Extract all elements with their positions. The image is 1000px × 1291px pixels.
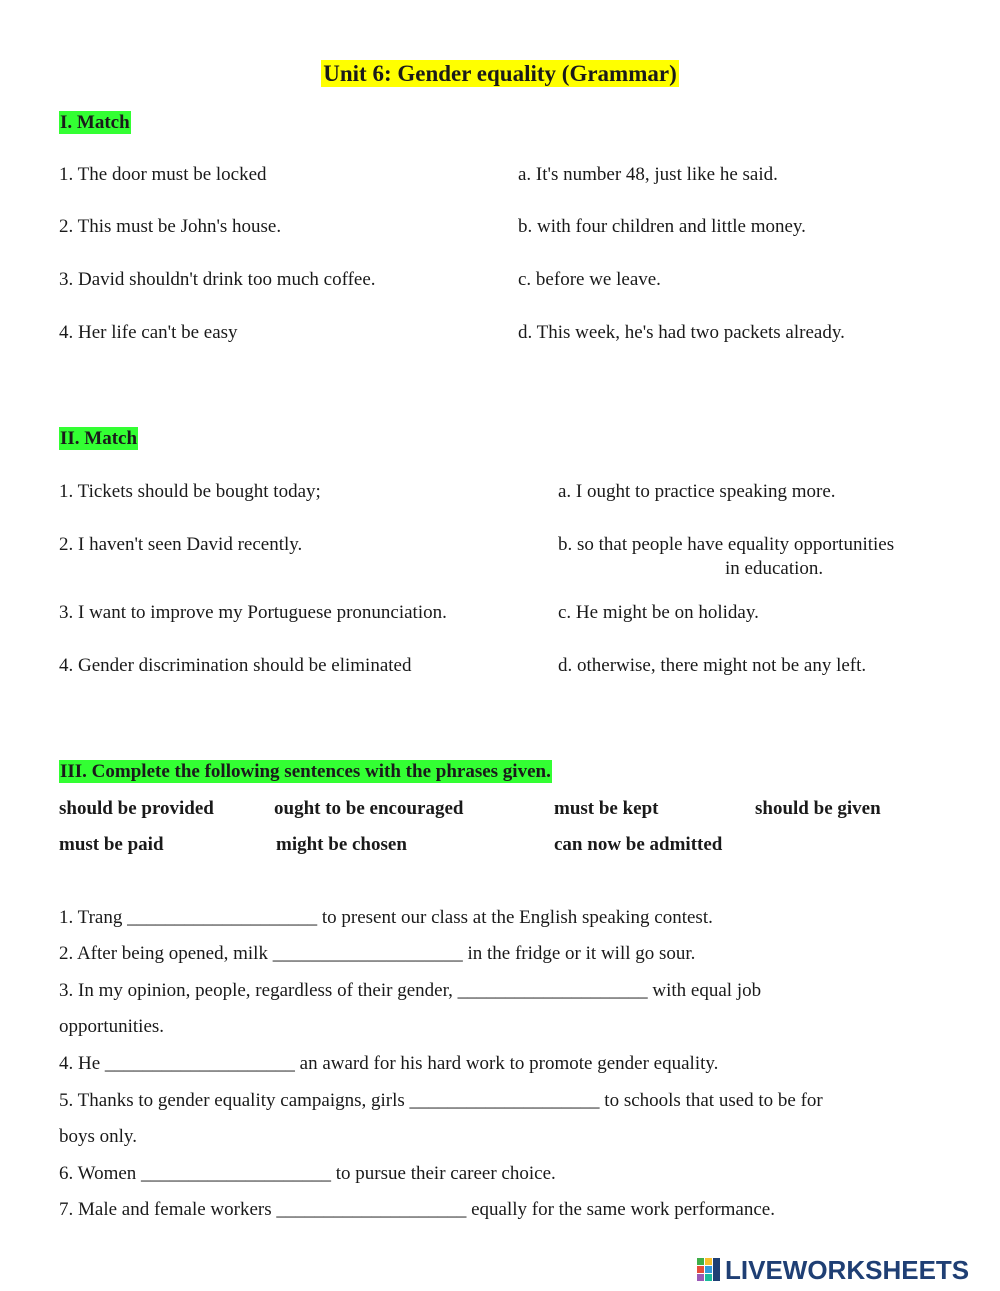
- section-1-heading-text: I. Match: [60, 112, 130, 133]
- exercise-sentence: 4. He ____________________ an award for his hard work to promote gender equality.: [59, 1053, 719, 1074]
- section-1-right-item: c. before we leave.: [518, 269, 661, 290]
- section-1-right-item: d. This week, he's had two packets already.: [518, 322, 845, 343]
- section-2-left-item: 1. Tickets should be bought today;: [59, 481, 321, 502]
- section-2-right-item: d. otherwise, there might not be any left.: [558, 655, 867, 676]
- section-1-right-item: b. with four children and little money.: [518, 216, 806, 237]
- exercise-sentence: 1. Trang ____________________ to present our class at the English speaking contest.: [59, 907, 713, 928]
- liveworksheets-logo-icon: [697, 1258, 721, 1282]
- section-2-right-item: c. He might be on holiday.: [558, 602, 759, 623]
- section-1-left-item: 2. This must be John's house.: [59, 216, 282, 237]
- phrase-option: must be paid: [59, 834, 164, 855]
- section-2-left-item: 2. I haven't seen David recently.: [59, 534, 303, 555]
- exercise-sentence: 3. In my opinion, people, regardless of their gender, ____________________ with equal job: [59, 980, 762, 1001]
- section-2-right-item: a. I ought to practice speaking more.: [558, 481, 836, 502]
- liveworksheets-logo-text: LIVEWORKSHEETS: [725, 1254, 970, 1285]
- section-2-left-item: 4. Gender discrimination should be eliminated: [59, 655, 412, 676]
- section-2-right-item-continuation: in education.: [725, 558, 824, 579]
- section-2-left-item: 3. I want to improve my Portuguese pronunciation.: [59, 602, 447, 623]
- liveworksheets-logo[interactable]: [697, 1254, 993, 1286]
- phrase-option: must be kept: [554, 798, 659, 819]
- exercise-sentence: 6. Women ____________________ to pursue their career choice.: [59, 1163, 556, 1184]
- section-2-right-item: b. so that people have equality opportunities: [558, 534, 895, 555]
- phrase-option: might be chosen: [276, 834, 407, 855]
- exercise-sentence: 2. After being opened, milk ____________________ in the fridge or it will go sour.: [59, 943, 696, 964]
- section-1-right-item: a. It's number 48, just like he said.: [518, 164, 778, 185]
- phrase-option: should be provided: [59, 798, 214, 819]
- section-1-left-item: 1. The door must be locked: [59, 164, 267, 185]
- page-title: [0, 60, 1000, 88]
- phrase-option: should be given: [755, 798, 881, 819]
- exercise-sentence-continuation: boys only.: [59, 1126, 137, 1147]
- section-2-heading: [59, 428, 138, 451]
- section-2-heading-text: II. Match: [60, 428, 138, 449]
- section-1-left-item: 4. Her life can't be easy: [59, 322, 238, 343]
- phrase-option: ought to be encouraged: [274, 798, 464, 819]
- exercise-sentence: 7. Male and female workers ____________________ equally for the same work performance.: [59, 1199, 775, 1220]
- exercise-sentence: 5. Thanks to gender equality campaigns, girls ____________________ to schools that used to be for: [59, 1090, 823, 1111]
- section-3-heading-text: III. Complete the following sentences with the phrases given.: [60, 761, 551, 782]
- page-title-text: Unit 6: Gender equality (Grammar): [323, 61, 677, 86]
- section-1-heading: [59, 112, 131, 135]
- phrase-option: can now be admitted: [554, 834, 723, 855]
- exercise-sentence-continuation: opportunities.: [59, 1016, 165, 1037]
- section-3-heading: [59, 761, 552, 784]
- section-1-left-item: 3. David shouldn't drink too much coffee.: [59, 269, 376, 290]
